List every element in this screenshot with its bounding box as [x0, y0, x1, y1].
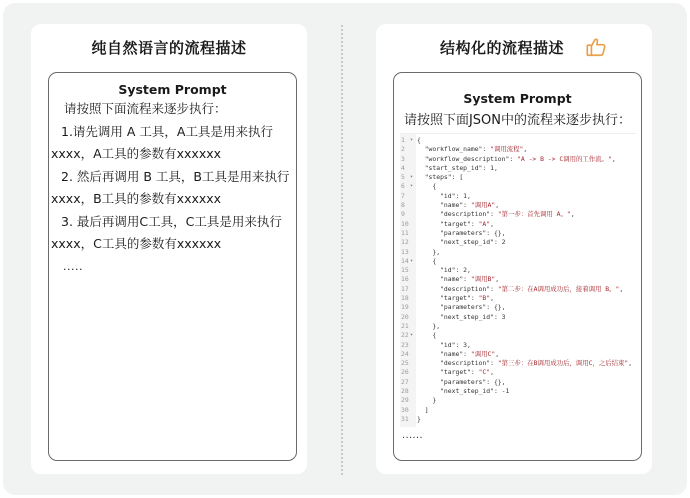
json-key: "description": [417, 284, 498, 293]
json-key: "next_step_id": 3 [417, 312, 506, 321]
ellipsis: ..... [63, 259, 83, 273]
json-key: "next_step_id": -1 [417, 387, 510, 396]
json-key: "name": [417, 201, 471, 210]
line-number: 17 [401, 284, 409, 293]
code-line [400, 192, 636, 201]
prompt-line: xxxx，C工具的参数有xxxxxx [51, 236, 222, 251]
json-key: "workflow_description": [417, 154, 518, 163]
json-key: { [417, 331, 437, 340]
line-number: 30 [401, 405, 409, 414]
json-punct: , [570, 210, 575, 219]
ellipsis: ...... [402, 430, 423, 441]
code-text [417, 285, 623, 294]
json-punct: , [611, 154, 616, 163]
line-number: 21 [401, 321, 409, 330]
code-line [400, 266, 636, 275]
json-punct: , [490, 219, 494, 228]
fold-toggle-icon[interactable]: ▾ [410, 257, 414, 264]
prompt-line: 请按照下面流程来逐步执行： [64, 101, 227, 116]
json-key: "parameters": {}, [417, 377, 506, 386]
prompt-line: 1.请先调用 A 工具，A工具是用来执行 [61, 123, 273, 139]
json-key: }, [417, 247, 441, 256]
json-punct: , [495, 201, 500, 210]
line-number: 9 [401, 210, 405, 219]
code-line [400, 257, 636, 266]
line-number: 15 [401, 266, 409, 275]
code-line [400, 294, 636, 303]
line-number: 24 [401, 349, 409, 358]
line-number: 28 [401, 387, 409, 396]
json-key: } [417, 396, 437, 405]
fold-toggle-icon[interactable]: ▾ [410, 183, 414, 190]
code-line [400, 229, 636, 238]
code-text [417, 155, 616, 164]
code-text [417, 173, 463, 182]
json-key: "steps": [ [417, 173, 464, 182]
code-text [417, 406, 429, 415]
code-line [400, 275, 636, 284]
line-number: 4 [401, 163, 405, 172]
code-text [417, 396, 436, 405]
json-string-value: "第一步：首先调用 A。" [497, 210, 571, 219]
json-key: "workflow_name": [417, 145, 491, 154]
line-number: 10 [401, 219, 409, 228]
line-number: 20 [401, 312, 409, 321]
card-title: 纯自然语言的流程描述 [91, 39, 247, 57]
json-key: { [417, 256, 437, 265]
code-text [417, 248, 440, 257]
json-punct: , [495, 275, 500, 284]
prompt-title: System Prompt [463, 91, 572, 106]
code-line [400, 220, 636, 229]
line-number: 25 [401, 359, 409, 368]
line-number: 27 [401, 377, 409, 386]
line-number: 26 [401, 368, 409, 377]
line-number: 19 [401, 303, 409, 312]
code-line [400, 145, 636, 154]
code-line [400, 331, 636, 340]
json-key: "target": [417, 368, 479, 377]
code-line [400, 182, 636, 191]
code-line [400, 303, 636, 312]
json-punct: , [523, 145, 528, 154]
line-number: 1 [401, 136, 405, 144]
natural-language-card [31, 24, 307, 474]
code-text [417, 145, 527, 154]
line-number: 6 [401, 182, 405, 191]
json-string-value: "调用A" [470, 201, 496, 210]
code-lines [400, 136, 636, 424]
code-text [417, 238, 506, 247]
json-key: "target": [417, 219, 479, 228]
prompt-line: xxxx，B工具的参数有xxxxxx [51, 191, 222, 206]
code-text [417, 220, 494, 229]
json-key: "description": [417, 359, 498, 368]
code-text [417, 415, 421, 424]
line-number: 23 [401, 340, 409, 349]
system-prompt-box [393, 72, 642, 461]
json-key: { [417, 182, 437, 191]
code-text [417, 368, 494, 377]
json-string-value: "调用B" [470, 275, 496, 284]
card-title: 结构化的流程描述 [439, 39, 564, 57]
json-key: "start_step_id": 1, [417, 163, 498, 172]
code-line [400, 201, 636, 210]
json-key: "target": [417, 294, 479, 303]
code-line [400, 387, 636, 396]
code-text [417, 359, 632, 368]
code-text [417, 294, 494, 303]
line-number: 3 [401, 154, 405, 163]
code-line [400, 313, 636, 322]
json-string-value: "调用C" [470, 349, 496, 358]
json-key: "description": [417, 210, 498, 219]
code-line [400, 322, 636, 331]
code-line [400, 155, 636, 164]
json-key: "parameters": {}, [417, 228, 506, 237]
code-line [400, 136, 636, 145]
line-number: 13 [401, 247, 409, 256]
code-line [400, 415, 636, 424]
json-key: "id": 2, [417, 266, 471, 275]
json-string-value: "调用流程" [490, 145, 524, 154]
code-line [400, 285, 636, 294]
json-key: "id": 1, [417, 191, 471, 200]
code-text [417, 303, 506, 312]
json-punct: , [490, 368, 494, 377]
line-number: 29 [401, 396, 409, 405]
json-key: "name": [417, 349, 471, 358]
json-key: }, [417, 321, 441, 330]
code-text [417, 387, 509, 396]
code-text [417, 378, 506, 387]
code-text [417, 350, 499, 359]
code-line [400, 406, 636, 415]
json-punct: , [628, 359, 633, 368]
json-punct: , [619, 284, 624, 293]
json-punct: , [495, 349, 500, 358]
json-key: { [417, 136, 421, 144]
thumbs-up-icon [585, 36, 607, 58]
prompt-body [49, 98, 296, 278]
line-number: 12 [401, 238, 409, 247]
system-prompt-box [48, 72, 297, 461]
code-line [400, 238, 636, 247]
code-text [417, 275, 499, 284]
prompt-line: 3. 最后再调用C工具，C工具是用来执行 [61, 213, 282, 229]
json-string-value: "B" [478, 294, 491, 303]
json-string-value: "第二步：在A调用成功后，接着调用 B。" [497, 284, 620, 293]
json-string-value: "第三步：在B调用成功后，调用C，之后结束" [497, 359, 629, 368]
structured-card [376, 24, 652, 474]
json-key: "id": 3, [417, 340, 471, 349]
prompt-line: xxxx，A工具的参数有xxxxxx [51, 146, 222, 161]
fold-toggle-icon[interactable]: ▾ [410, 174, 414, 181]
code-text [417, 182, 436, 191]
line-number: 2 [401, 145, 405, 154]
code-line [400, 378, 636, 387]
code-line [400, 248, 636, 257]
code-text [417, 229, 506, 238]
line-number: 31 [401, 414, 409, 423]
json-key: "parameters": {}, [417, 303, 506, 312]
json-string-value: "C" [478, 368, 491, 377]
line-number: 22 [401, 331, 409, 340]
json-key: ] [417, 405, 429, 414]
code-line [400, 368, 636, 377]
code-text [417, 266, 471, 275]
code-line [400, 350, 636, 359]
code-line [400, 341, 636, 350]
prompt-title: System Prompt [118, 82, 227, 97]
json-key: } [417, 414, 421, 423]
code-text [417, 136, 421, 145]
json-key: "name": [417, 275, 471, 284]
code-line [400, 359, 636, 368]
code-text [417, 331, 436, 340]
line-number: 14 [401, 256, 409, 265]
dotted-divider [341, 25, 343, 475]
code-text [417, 192, 471, 201]
json-punct: , [490, 294, 494, 303]
prompt-line: 2. 然后再调用 B 工具，B工具是用来执行 [61, 168, 290, 184]
code-text [417, 164, 498, 173]
fold-toggle-icon[interactable]: ▾ [410, 332, 414, 339]
code-text [417, 257, 436, 266]
code-text [417, 341, 471, 350]
line-number: 5 [401, 173, 405, 182]
code-line [400, 173, 636, 182]
json-key: "next_step_id": 2 [417, 238, 506, 247]
code-text [417, 313, 506, 322]
json-string-value: "A" [478, 219, 491, 228]
code-text [417, 210, 575, 219]
prompt-intro: 请按照下面JSON中的流程来逐步执行： [403, 113, 632, 128]
line-number: 8 [401, 201, 405, 210]
code-line [400, 164, 636, 173]
line-number: 11 [401, 228, 409, 237]
json-code-editor [400, 133, 636, 427]
code-text [417, 201, 499, 210]
code-line [400, 210, 636, 219]
code-text [417, 322, 440, 331]
line-number: 7 [401, 191, 405, 200]
code-line [400, 396, 636, 405]
fold-toggle-icon[interactable]: ▾ [410, 137, 414, 143]
line-number: 18 [401, 294, 409, 303]
json-string-value: "A -> B -> C调用的工作流。" [517, 154, 612, 163]
line-number: 16 [401, 275, 409, 284]
